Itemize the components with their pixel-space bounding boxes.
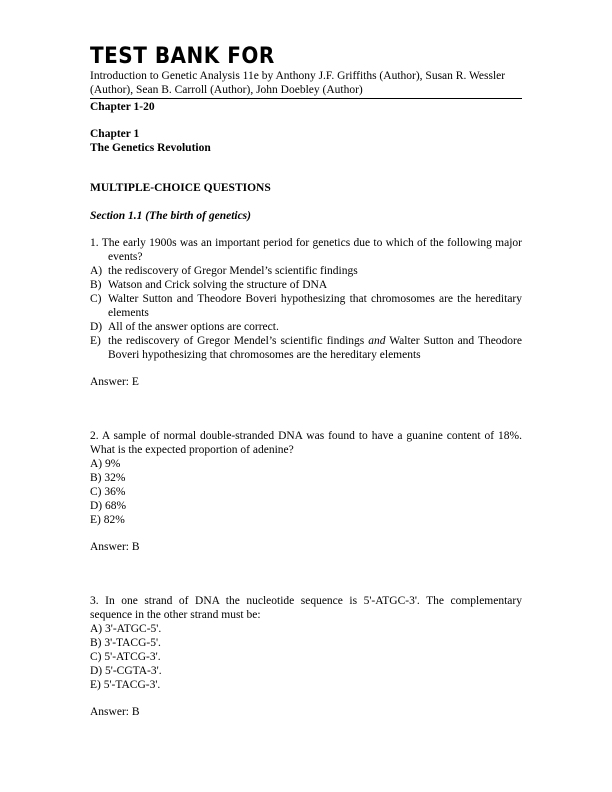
chapter-range: Chapter 1-20 (90, 101, 155, 113)
option-text: All of the answer options are correct. (108, 321, 279, 333)
option-list (90, 622, 522, 692)
question-stem: 1. The early 1900s was an important period for genetics due to which of the following major events? (90, 237, 522, 263)
question-stem: 3. In one strand of DNA the nucleotide sequence is 5'-ATGC-3'. The complementary sequence in the other strand must be: (90, 595, 522, 621)
question-2 (90, 429, 522, 527)
option-label: C) (90, 293, 102, 305)
mcq-heading: MULTIPLE-CHOICE QUESTIONS (90, 182, 271, 194)
option-c (90, 292, 522, 320)
option-b: B) 3'-TACG-5'. (90, 637, 161, 649)
banner-title: TEST BANK FOR (90, 42, 275, 69)
spacer (90, 554, 522, 594)
option-label: B) (90, 279, 102, 291)
question-stem: 2. A sample of normal double-stranded DNA was found to have a guanine content of 18%. What is the expected proportion of adenine? (90, 430, 522, 456)
option-d (90, 320, 522, 334)
option-text-pre: the rediscovery of Gregor Mendel’s scientific findings (108, 335, 369, 347)
option-list (90, 457, 522, 527)
option-label: E) (90, 335, 101, 347)
chapter-title: The Genetics Revolution (90, 142, 211, 154)
option-e: E) 82% (90, 514, 125, 526)
option-e (90, 334, 522, 362)
chapter-label: Chapter 1 (90, 128, 140, 140)
option-b (90, 278, 522, 292)
option-text: Watson and Crick solving the structure of DNA (108, 279, 328, 291)
option-text-emphasis: and (368, 335, 386, 347)
option-c: C) 5'-ATCG-3'. (90, 651, 161, 663)
book-subtitle: Introduction to Genetic Analysis 11e by Anthony J.F. Griffiths (Author), Susan R. Wessler (Author), Sean B. Carroll (Author), John Doebley (Author) (90, 70, 506, 96)
option-list (90, 264, 522, 362)
header (90, 42, 522, 114)
answer-3: Answer: B (90, 706, 140, 718)
spacer (90, 389, 522, 429)
option-label: A) (90, 265, 103, 277)
section-heading: Section 1.1 (The birth of genetics) (90, 210, 251, 222)
option-b: B) 32% (90, 472, 126, 484)
answer-1: Answer: E (90, 376, 139, 388)
question-1 (90, 236, 522, 362)
option-d: D) 68% (90, 500, 127, 512)
option-a: A) 9% (90, 458, 121, 470)
option-c: C) 36% (90, 486, 126, 498)
document-page (90, 42, 522, 719)
question-3 (90, 594, 522, 692)
option-text: Walter Sutton and Theodore Boveri hypothesizing that chromosomes are the hereditary elements (108, 293, 522, 319)
option-e: E) 5'-TACG-3'. (90, 679, 161, 691)
option-label: D) (90, 321, 103, 333)
answer-2: Answer: B (90, 541, 140, 553)
option-a (90, 264, 522, 278)
header-divider (90, 98, 522, 99)
option-text: the rediscovery of Gregor Mendel’s scientific findings (108, 265, 358, 277)
option-text-post: Walter Sutton and Theodore Boveri hypothesizing that chromosomes are the hereditary elements (108, 335, 522, 361)
option-d: D) 5'-CGTA-3'. (90, 665, 162, 677)
option-a: A) 3'-ATGC-5'. (90, 623, 162, 635)
option-text (108, 334, 522, 362)
